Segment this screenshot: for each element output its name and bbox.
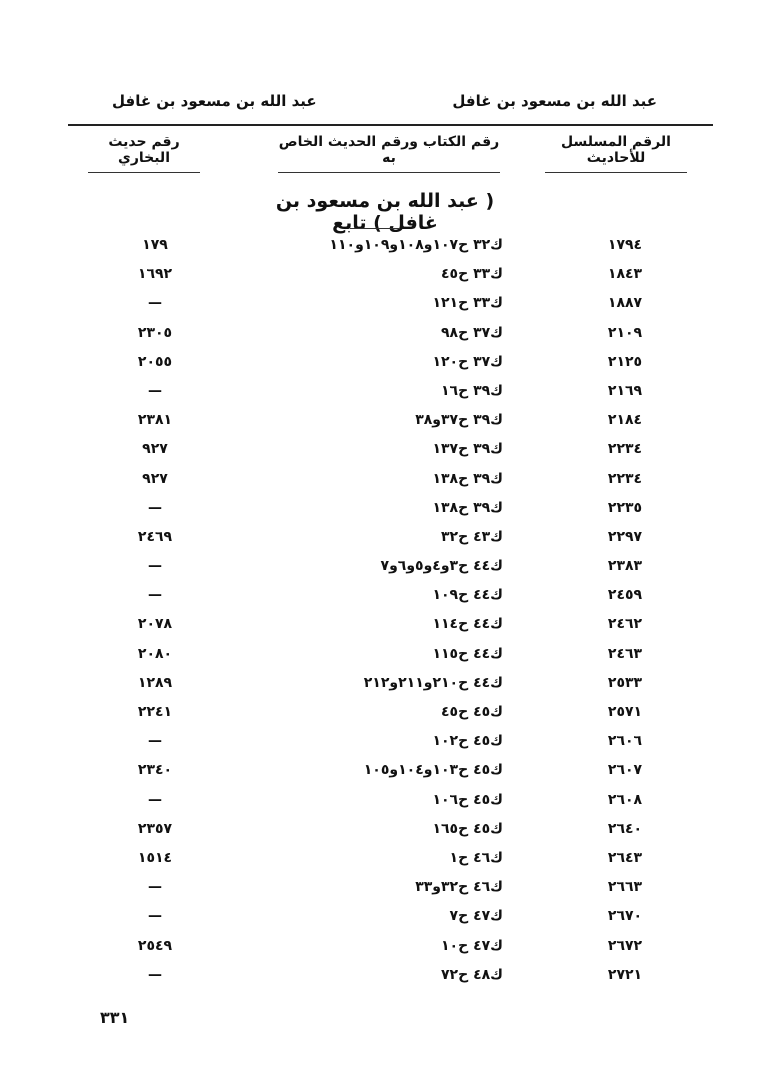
book-cell: ك٣٩ ح١٦ [441,382,503,399]
table-row [0,643,765,672]
book-cell: ك٣٩ ح٣٧و٣٨ [415,412,503,429]
bukhari-cell: ١٦٩٢ [137,266,173,283]
book-cell: ك٣٢ ح١٠٧و١٠٨و١٠٩و١١٠ [329,237,503,253]
bukhari-cell: — [148,879,162,896]
bukhari-cell: ٢٣٠٥ [137,324,173,341]
table-row [0,263,765,292]
serial-cell: ٢٦٠٨ [607,791,643,808]
bukhari-cell: — [148,908,162,925]
bukhari-cell: ٢٥٤٩ [137,937,173,954]
page-number: ٣٣١ [100,1008,130,1027]
serial-cell: ٢٥٧١ [607,704,643,720]
table-row [0,322,765,351]
header-divider [68,124,713,126]
table-row [0,351,765,380]
bukhari-cell: ٢٣٨١ [137,412,173,429]
table-row [0,526,765,555]
table-row [0,234,765,263]
book-cell: ك٤٧ ح١٠ [441,937,503,954]
serial-cell: ٢٦٤٣ [607,849,643,866]
bukhari-cell: ٢٢٤١ [137,704,173,720]
serial-cell: ٢٤٦٢ [607,616,643,633]
book-cell: ك٣٧ ح١٢٠ [432,353,503,370]
hadith-table [0,234,765,993]
serial-cell: ٢٦٠٧ [607,762,643,779]
book-cell: ك٤٤ ح١٠٩ [432,587,503,604]
table-row [0,292,765,321]
bukhari-cell: — [148,558,162,575]
serial-cell: ٢٦٧٠ [607,908,643,925]
serial-cell: ١٧٩٤ [607,237,643,253]
table-row [0,409,765,438]
book-cell: ك٣٧ ح٩٨ [441,324,503,341]
book-cell: ك٤٤ ح٣و٤و٥و٦و٧ [380,558,503,575]
serial-cell: ٢٥٣٣ [607,674,643,691]
book-cell: ك٤٥ ح١٦٥ [432,820,503,837]
bukhari-cell: ٢٠٨٠ [137,645,173,662]
table-row [0,759,765,788]
serial-cell: ٢٣٨٣ [607,558,643,575]
serial-cell: ٢١٢٥ [607,353,643,370]
book-cell: ك٤٣ ح٣٢ [441,528,503,545]
serial-cell: ٢٦٧٢ [607,937,643,954]
book-cell: ك٤٤ ح١١٥ [432,645,503,662]
book-cell: ك٤٤ ح١١٤ [432,616,503,633]
book-cell: ك٣٣ ح١٢١ [432,295,503,312]
header-title-right: عبد الله بن مسعود بن غافل [452,92,657,110]
table-row [0,730,765,759]
table-row [0,584,765,613]
serial-cell: ٢٦٠٦ [607,733,643,750]
table-row [0,380,765,409]
bukhari-cell: ١٥١٤ [137,849,173,866]
serial-cell: ٢٤٦٣ [607,645,643,662]
book-cell: ك٣٩ ح١٣٧ [432,441,503,458]
table-row [0,672,765,701]
table-row [0,497,765,526]
serial-cell: ٢٢٩٧ [607,528,643,545]
serial-cell: ١٨٨٧ [607,295,643,312]
table-row [0,701,765,730]
serial-cell: ٢٤٥٩ [607,587,643,604]
bukhari-cell: — [148,382,162,399]
bukhari-cell: ١٧٩ [142,237,168,253]
bukhari-cell: ١٢٨٩ [137,674,173,691]
header-title-left: عبد الله بن مسعود بن غافل [112,92,317,110]
table-row [0,438,765,467]
serial-cell: ٢٢٣٥ [607,499,643,516]
book-cell: ك٤٥ ح١٠٢ [432,733,503,750]
serial-cell: ٢٧٢١ [607,966,643,983]
book-cell: ك٤٤ ح٢١٠و٢١١و٢١٢ [363,674,503,691]
table-row [0,876,765,905]
section-divider [350,228,400,229]
serial-cell: ٢٢٣٤ [607,441,643,458]
table-row [0,818,765,847]
book-cell: ك٣٩ ح١٣٨ [432,470,503,487]
bukhari-cell: ٢٠٥٥ [137,353,173,370]
book-cell: ك٤٦ ح٣٢و٣٣ [415,879,503,896]
bukhari-cell: — [148,295,162,312]
section-title: ( عبد الله بن مسعود بن غافل ) تابع [275,190,495,234]
bukhari-cell: ٢٣٤٠ [137,762,173,779]
serial-cell: ٢١٨٤ [607,412,643,429]
column-header-bukhari: رقم حديث البخاري [88,134,200,173]
book-cell: ك٤٥ ح٤٥ [441,704,503,720]
table-row [0,935,765,964]
bukhari-cell: ٩٢٧ [142,441,168,458]
column-header-serial: الرقم المسلسل للأحاديث [545,134,687,173]
serial-cell: ٢١٦٩ [607,382,643,399]
table-row [0,789,765,818]
bukhari-cell: ٢٣٥٧ [137,820,173,837]
bukhari-cell: — [148,499,162,516]
bukhari-cell: — [148,733,162,750]
book-cell: ك٣٩ ح١٣٨ [432,499,503,516]
book-cell: ك٤٥ ح١٠٣و١٠٤و١٠٥ [363,762,503,779]
book-cell: ك٤٦ ح١ [449,849,503,866]
serial-cell: ٢٦٤٠ [607,820,643,837]
column-header-book: رقم الكتاب ورقم الحديث الخاص به [278,134,500,173]
serial-cell: ٢٦٦٣ [607,879,643,896]
table-row [0,847,765,876]
table-row [0,613,765,642]
bukhari-cell: ٢٠٧٨ [137,616,173,633]
serial-cell: ١٨٤٣ [607,266,643,283]
bukhari-cell: ٢٤٦٩ [137,528,173,545]
bukhari-cell: — [148,791,162,808]
serial-cell: ٢٢٣٤ [607,470,643,487]
table-row [0,468,765,497]
bukhari-cell: — [148,966,162,983]
book-cell: ك٣٣ ح٤٥ [441,266,503,283]
bukhari-cell: ٩٢٧ [142,470,168,487]
serial-cell: ٢١٠٩ [607,324,643,341]
book-cell: ك٤٥ ح١٠٦ [432,791,503,808]
table-row [0,964,765,993]
book-cell: ك٤٨ ح٧٢ [441,966,503,983]
bukhari-cell: — [148,587,162,604]
table-row [0,555,765,584]
table-row [0,905,765,934]
book-cell: ك٤٧ ح٧ [449,908,503,925]
